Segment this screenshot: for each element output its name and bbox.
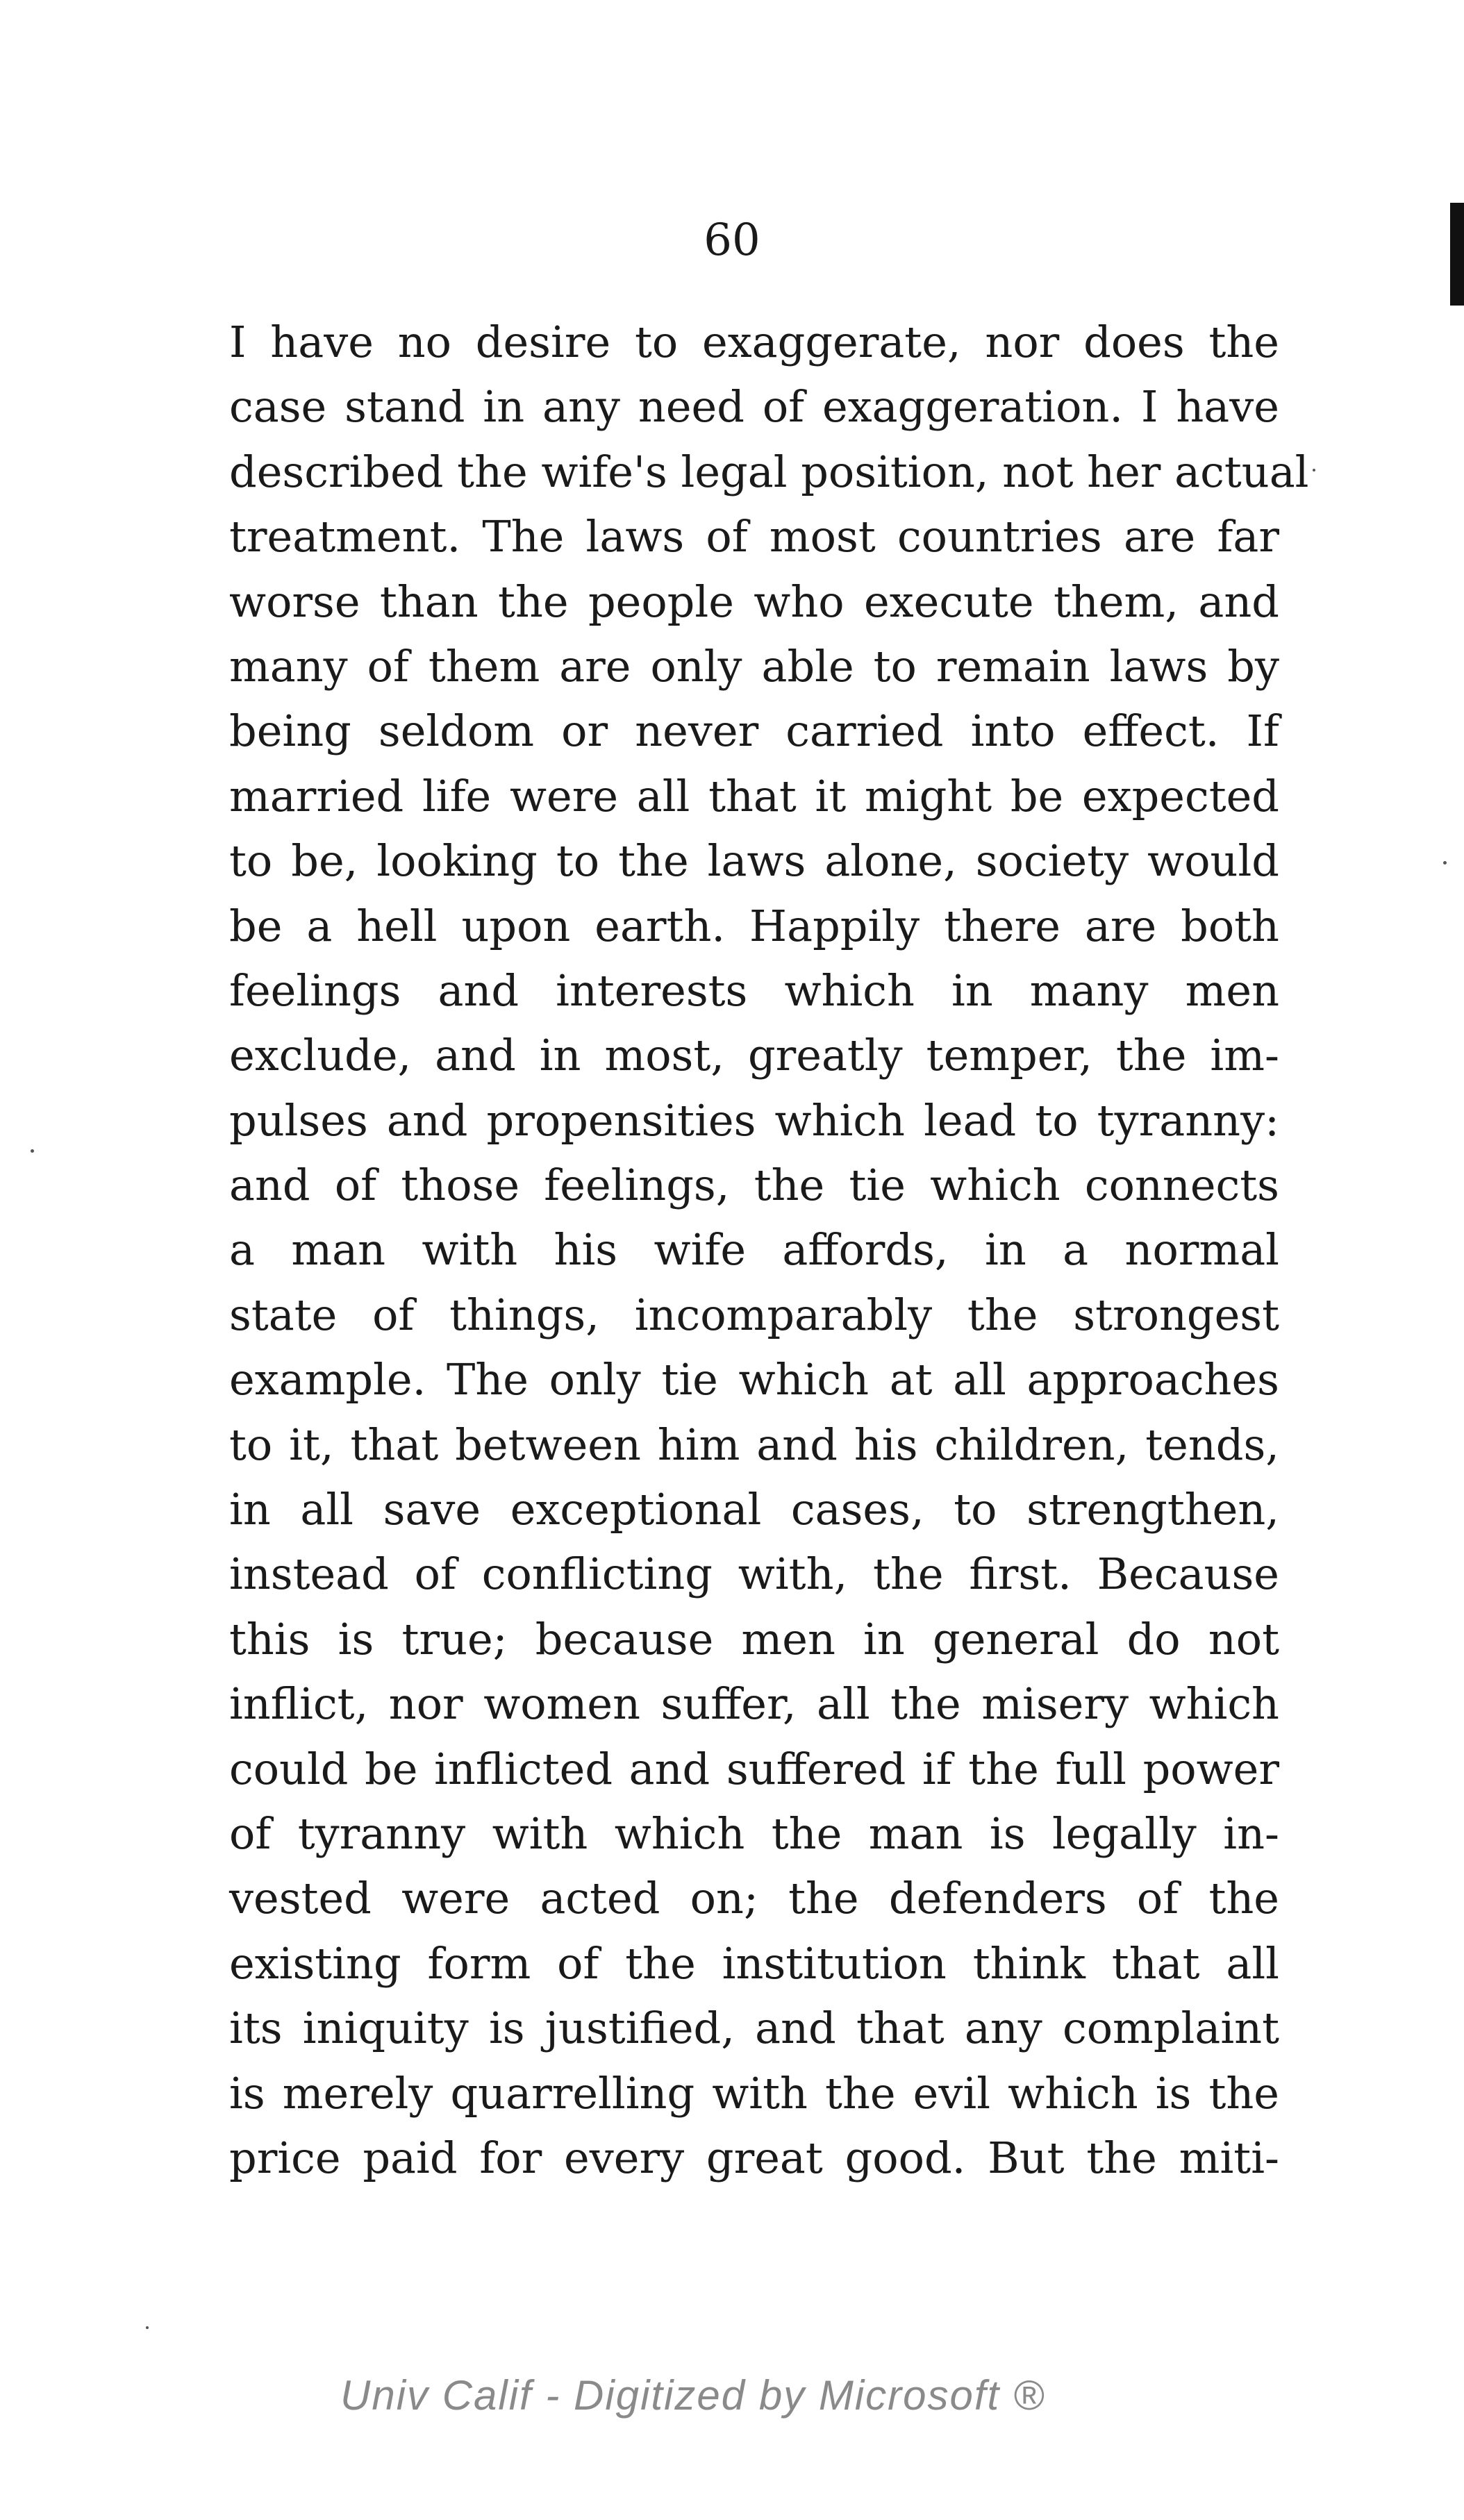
text-line: in all save exceptional cases, to strengthen,	[229, 1484, 1279, 1535]
text-line: its iniquity is justified, and that any complaint	[229, 2003, 1279, 2054]
page-number: 60	[704, 215, 760, 266]
scan-speck	[1313, 469, 1315, 472]
text-line: feelings and interests which in many men	[229, 965, 1279, 1016]
text-line: to be, looking to the laws alone, society would	[229, 835, 1279, 887]
text-line: case stand in any need of exaggeration. I have	[229, 381, 1279, 433]
text-line: treatment. The laws of most countries are far	[229, 511, 1279, 562]
text-line: instead of conflicting with, the first. Because	[229, 1549, 1279, 1600]
text-line: could be inflicted and suffered if the full power	[229, 1743, 1279, 1794]
text-line: described the wife's legal position, not her actual	[229, 446, 1309, 497]
text-line: a man with his wife affords, in a normal	[229, 1224, 1279, 1276]
digitization-watermark: Univ Calif - Digitized by Microsoft ®	[340, 2372, 1046, 2419]
text-line: and of those feelings, the tie which connects	[229, 1160, 1279, 1211]
scan-speck	[1443, 861, 1447, 865]
text-line: worse than the people who execute them, and	[229, 576, 1279, 627]
scan-speck	[31, 1149, 34, 1153]
text-line: existing form of the institution think that all	[229, 1937, 1279, 1989]
text-line: be a hell upon earth. Happily there are both	[229, 900, 1279, 951]
text-line: many of them are only able to remain laws by	[229, 640, 1279, 692]
text-line: to it, that between him and his children, tends,	[229, 1419, 1279, 1470]
text-line: exclude, and in most, greatly temper, the im-	[229, 1030, 1279, 1081]
text-line: vested were acted on; the defenders of the	[229, 1873, 1279, 1924]
text-line: this is true; because men in general do not	[229, 1613, 1279, 1664]
text-line: of tyranny with which the man is legally in-	[229, 1808, 1279, 1859]
text-line: state of things, incomparably the strongest	[229, 1289, 1279, 1340]
text-line: being seldom or never carried into effect. If	[229, 706, 1279, 757]
text-line: price paid for every great good. But the miti-	[229, 2132, 1279, 2183]
text-line: married life were all that it might be expected	[229, 770, 1279, 821]
text-line: is merely quarrelling with the evil which is the	[229, 2067, 1279, 2119]
text-line: inflict, nor women suffer, all the misery which	[229, 1678, 1279, 1730]
body-text	[229, 310, 1309, 2190]
text-line: pulses and propensities which lead to tyranny:	[229, 1094, 1279, 1146]
scan-speck	[146, 2326, 149, 2329]
text-line: example. The only tie which at all approaches	[229, 1354, 1279, 1405]
text-line: I have no desire to exaggerate, nor does the	[229, 317, 1279, 367]
